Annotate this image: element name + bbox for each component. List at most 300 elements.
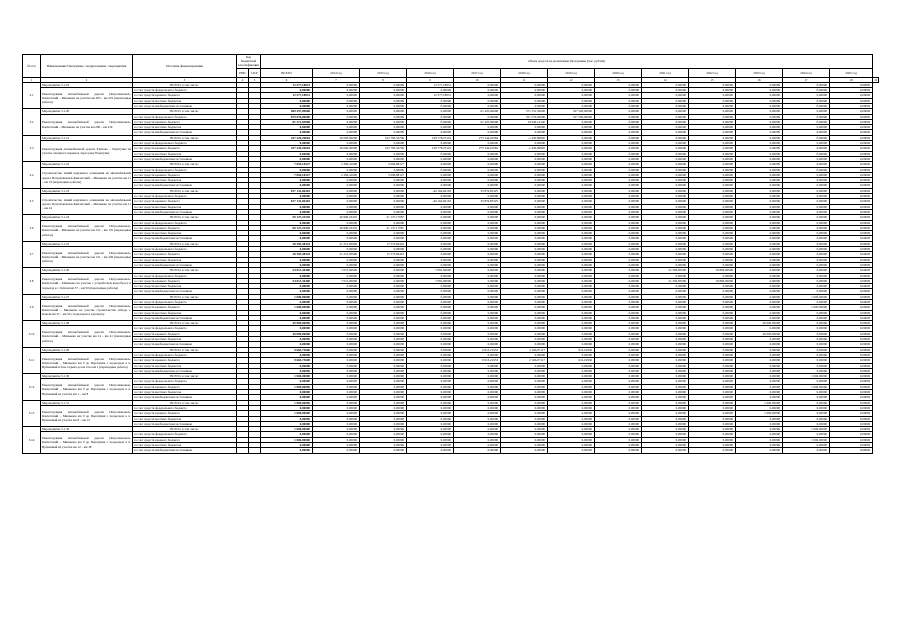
year-value-cell: 0,00000 bbox=[689, 421, 736, 426]
year-value-cell: 0,00000 bbox=[642, 146, 689, 151]
year-value-cell: 0,00000 bbox=[642, 363, 689, 368]
year-value-cell: 0,00000 bbox=[313, 315, 360, 320]
year-value-cell: 0,00000 bbox=[830, 368, 873, 373]
funding-source: ВСЕГО, в том числе: bbox=[133, 109, 237, 114]
year-value-cell: 0,00000 bbox=[360, 268, 407, 273]
year-value-cell: 21 596,85000 bbox=[642, 268, 689, 273]
header-num: № п/п bbox=[23, 55, 41, 78]
year-value-cell: 102 783,34700 bbox=[360, 135, 407, 140]
year-value-cell: 0,00000 bbox=[830, 194, 873, 199]
year-value-cell: 0,00000 bbox=[595, 93, 642, 98]
year-value-cell: 0,00000 bbox=[595, 273, 642, 278]
year-value-cell: 0,00000 bbox=[642, 241, 689, 246]
year-value-cell: 35 876,85325 bbox=[454, 188, 501, 193]
year-value-cell: 102 783,34700 bbox=[360, 146, 407, 151]
year-value-cell: 0,00000 bbox=[736, 172, 783, 177]
year-value-cell: 527 500,00000 bbox=[548, 109, 595, 114]
year-value-cell: 0,00000 bbox=[360, 427, 407, 432]
year-value-cell: 0,00000 bbox=[313, 363, 360, 368]
funding-source: за счет средств внебюджетных источников bbox=[133, 262, 237, 267]
year-value-cell: 0,00000 bbox=[595, 88, 642, 93]
year-value-cell: 0,00000 bbox=[783, 130, 830, 135]
year-value-cell: 0,00000 bbox=[501, 125, 548, 130]
year-value-cell: 0,00000 bbox=[642, 252, 689, 257]
funding-source: за счет средств местных бюджетов bbox=[133, 443, 237, 448]
year-value-cell: 0,00000 bbox=[830, 299, 873, 304]
funding-source: за счет средств краевого бюджета bbox=[133, 172, 237, 177]
year-value-cell: 0,00000 bbox=[595, 437, 642, 442]
year-value-cell: 0,00000 bbox=[548, 437, 595, 442]
year-value-cell: 0,00000 bbox=[830, 236, 873, 241]
year-value-cell: 0,00000 bbox=[830, 209, 873, 214]
year-value-cell: 0,00000 bbox=[313, 188, 360, 193]
total-cell: 0,00000 bbox=[261, 342, 313, 347]
header-year: 2024 год bbox=[783, 68, 830, 77]
year-value-cell: 0,00000 bbox=[501, 379, 548, 384]
year-value-cell: 0,00000 bbox=[313, 299, 360, 304]
funding-source: за счет средств федерального бюджета bbox=[133, 326, 237, 331]
year-value-cell: 0,00000 bbox=[548, 204, 595, 209]
year-value-cell: 0,00000 bbox=[360, 82, 407, 87]
year-value-cell: 0,00000 bbox=[689, 342, 736, 347]
year-value-cell: 0,00000 bbox=[689, 405, 736, 410]
year-value-cell: 0,00000 bbox=[736, 315, 783, 320]
year-value-cell: 0,00000 bbox=[407, 384, 454, 389]
funding-source: за счет средств краевого бюджета bbox=[133, 437, 237, 442]
year-value-cell: 0,00000 bbox=[783, 141, 830, 146]
year-value-cell: 7 015,00000 bbox=[313, 268, 360, 273]
year-value-cell: 0,00000 bbox=[501, 310, 548, 315]
year-value-cell: 0,00000 bbox=[313, 379, 360, 384]
year-value-cell: 0,00000 bbox=[783, 156, 830, 161]
year-value-cell: 0,00000 bbox=[783, 421, 830, 426]
year-value-cell: 0,00000 bbox=[689, 374, 736, 379]
year-value-cell: 0,00000 bbox=[407, 331, 454, 336]
year-value-cell: 0,00000 bbox=[689, 411, 736, 416]
year-value-cell: 0,00000 bbox=[642, 273, 689, 278]
year-value-cell: 0,00000 bbox=[454, 289, 501, 294]
year-value-cell: 2 396,41600 bbox=[313, 162, 360, 167]
year-value-cell: 0,00000 bbox=[313, 427, 360, 432]
year-value-cell: 371 531,50000 bbox=[501, 109, 548, 114]
year-value-cell: 0,00000 bbox=[548, 247, 595, 252]
year-value-cell: 0,00000 bbox=[548, 241, 595, 246]
row-number: 3.13 bbox=[23, 400, 41, 426]
year-value-cell: 0,00000 bbox=[642, 368, 689, 373]
year-value-cell: 0,00000 bbox=[360, 109, 407, 114]
year-value-cell: 0,00000 bbox=[830, 119, 873, 124]
row-number: 3.12 bbox=[23, 374, 41, 400]
year-value-cell: 0,00000 bbox=[313, 178, 360, 183]
year-value-cell: 0,00000 bbox=[360, 98, 407, 103]
year-value-cell: 0,00000 bbox=[407, 395, 454, 400]
budget-table bbox=[22, 54, 879, 454]
total-cell: 0,00000 bbox=[261, 273, 313, 278]
year-value-cell: 0,00000 bbox=[548, 252, 595, 257]
year-value-cell: 0,00000 bbox=[360, 395, 407, 400]
year-value-cell: 0,00000 bbox=[689, 284, 736, 289]
year-value-cell: 0,00000 bbox=[454, 368, 501, 373]
year-value-cell: 0,00000 bbox=[736, 299, 783, 304]
year-value-cell: 0,00000 bbox=[548, 427, 595, 432]
year-value-cell: 2 166,07117 bbox=[501, 347, 548, 352]
year-value-cell: 0,00000 bbox=[548, 384, 595, 389]
funding-source: за счет средств федерального бюджета bbox=[133, 141, 237, 146]
year-value-cell: 0,00000 bbox=[501, 93, 548, 98]
total-cell: 0,00000 bbox=[261, 262, 313, 267]
funding-source: за счет средств федерального бюджета bbox=[133, 220, 237, 225]
year-value-cell: 0,00000 bbox=[407, 411, 454, 416]
year-value-cell: 0,00000 bbox=[501, 257, 548, 262]
year-value-cell: 0,00000 bbox=[595, 156, 642, 161]
year-value-cell: 0,00000 bbox=[736, 405, 783, 410]
year-value-cell: 0,00000 bbox=[548, 284, 595, 289]
year-value-cell: 0,00000 bbox=[313, 448, 360, 453]
year-value-cell: 0,00000 bbox=[736, 379, 783, 384]
year-value-cell: 0,00000 bbox=[736, 421, 783, 426]
year-value-cell: 0,00000 bbox=[642, 130, 689, 135]
total-cell: 0,00000 bbox=[261, 156, 313, 161]
measure-title: Мероприятие 3.1.29 bbox=[41, 347, 133, 352]
total-cell: 879 076,00000 bbox=[261, 114, 313, 119]
year-value-cell: 0,00000 bbox=[830, 294, 873, 299]
year-value-cell: 0,00000 bbox=[407, 310, 454, 315]
year-value-cell: 0,00000 bbox=[313, 93, 360, 98]
year-value-cell: 0,00000 bbox=[501, 299, 548, 304]
year-value-cell: 0,00000 bbox=[548, 199, 595, 204]
year-value-cell: 0,00000 bbox=[783, 125, 830, 130]
total-cell: 0,00000 bbox=[261, 390, 313, 395]
year-value-cell: 0,00000 bbox=[407, 109, 454, 114]
year-value-cell: 0,00000 bbox=[501, 443, 548, 448]
year-value-cell: 0,00000 bbox=[501, 204, 548, 209]
year-value-cell: 0,00000 bbox=[501, 315, 548, 320]
year-value-cell: 0,00000 bbox=[642, 390, 689, 395]
year-value-cell: 0,00000 bbox=[830, 342, 873, 347]
year-value-cell: 0,00000 bbox=[736, 390, 783, 395]
year-value-cell: 0,00000 bbox=[454, 241, 501, 246]
year-value-cell: 0,00000 bbox=[642, 225, 689, 230]
year-value-cell: 0,00000 bbox=[548, 379, 595, 384]
year-value-cell: 35 876,85325 bbox=[454, 199, 501, 204]
year-value-cell: 0,00000 bbox=[689, 305, 736, 310]
year-value-cell: 0,00000 bbox=[595, 146, 642, 151]
year-value-cell: 0,00000 bbox=[407, 104, 454, 109]
year-value-cell: 0,00000 bbox=[830, 421, 873, 426]
year-value-cell: 0,00000 bbox=[454, 400, 501, 405]
year-value-cell: 0,00000 bbox=[548, 257, 595, 262]
row-number: 3.1 bbox=[23, 82, 41, 108]
year-value-cell: 0,00000 bbox=[360, 151, 407, 156]
year-value-cell: 0,00000 bbox=[642, 209, 689, 214]
year-value-cell: 0,00000 bbox=[501, 209, 548, 214]
year-value-cell: 0,00000 bbox=[595, 199, 642, 204]
year-value-cell: 0,00000 bbox=[736, 352, 783, 357]
total-cell: 0,00000 bbox=[261, 284, 313, 289]
total-cell: 81 371,83808 bbox=[261, 119, 313, 124]
year-value-cell: 0,00000 bbox=[360, 289, 407, 294]
year-value-cell: 0,00000 bbox=[783, 119, 830, 124]
year-value-cell: 0,00000 bbox=[783, 109, 830, 114]
year-value-cell: 0,00000 bbox=[548, 326, 595, 331]
year-value-cell: 0,00000 bbox=[407, 284, 454, 289]
year-value-cell: 0,00000 bbox=[642, 321, 689, 326]
year-value-cell: 0,00000 bbox=[783, 268, 830, 273]
header-total: ВСЕГО bbox=[261, 68, 313, 77]
year-value-cell: 0,00000 bbox=[736, 363, 783, 368]
year-value-cell: 0,00000 bbox=[548, 236, 595, 241]
year-value-cell: 0,00000 bbox=[736, 231, 783, 236]
year-value-cell: 0,00000 bbox=[548, 416, 595, 421]
column-number: 7 bbox=[313, 77, 360, 82]
year-value-cell: 0,00000 bbox=[736, 368, 783, 373]
year-value-cell: 0,00000 bbox=[501, 331, 548, 336]
total-cell: 69 127,41535 bbox=[261, 225, 313, 230]
row-number: 3.6 bbox=[23, 215, 41, 241]
year-value-cell: 0,00000 bbox=[830, 125, 873, 130]
year-value-cell: 0,00000 bbox=[407, 379, 454, 384]
funding-source: ВСЕГО, в том числе: bbox=[133, 241, 237, 246]
year-value-cell: 0,00000 bbox=[830, 326, 873, 331]
year-value-cell: 0,00000 bbox=[642, 141, 689, 146]
year-value-cell: 0,00000 bbox=[830, 241, 873, 246]
year-value-cell: 0,00000 bbox=[642, 98, 689, 103]
year-value-cell: 0,00000 bbox=[313, 421, 360, 426]
year-value-cell: 0,00000 bbox=[548, 363, 595, 368]
funding-source: за счет средств местных бюджетов bbox=[133, 204, 237, 209]
year-value-cell: 7 015,00000 bbox=[313, 278, 360, 283]
total-cell: 0,00000 bbox=[261, 289, 313, 294]
measure-title: Мероприятие 3.1.28 bbox=[41, 321, 133, 326]
total-cell: 0,00000 bbox=[261, 315, 313, 320]
funding-source: за счет средств краевого бюджета bbox=[133, 119, 237, 124]
measure-description: Реконструкция автомобильной дороги Петропавловск-Камчатский – Мильково км 0 до Паратунки с подъездом к п. Вулканный на участке км 12 – км 18 bbox=[41, 432, 133, 453]
year-value-cell: 0,00000 bbox=[783, 162, 830, 167]
year-value-cell: 0,00000 bbox=[595, 82, 642, 87]
year-value-cell: 0,00000 bbox=[407, 347, 454, 352]
year-value-cell: 0,00000 bbox=[454, 231, 501, 236]
year-value-cell: 0,00000 bbox=[501, 411, 548, 416]
year-value-cell: 0,00000 bbox=[548, 146, 595, 151]
year-value-cell: 0,00000 bbox=[595, 310, 642, 315]
year-value-cell: 0,00000 bbox=[407, 400, 454, 405]
year-value-cell: 0,00000 bbox=[830, 225, 873, 230]
year-value-cell: 0,00000 bbox=[689, 146, 736, 151]
year-value-cell: 0,00000 bbox=[454, 331, 501, 336]
year-value-cell: 0,00000 bbox=[689, 156, 736, 161]
year-value-cell: 0,00000 bbox=[642, 135, 689, 140]
year-value-cell: 0,00000 bbox=[313, 437, 360, 442]
funding-source: за счет средств краевого бюджета bbox=[133, 305, 237, 310]
year-value-cell: 0,00000 bbox=[548, 125, 595, 130]
year-value-cell: 0,00000 bbox=[783, 247, 830, 252]
year-value-cell: 0,00000 bbox=[736, 289, 783, 294]
measure-description: Реконструкция автомобильной дороги Елизово – Паратунка на участке лагерного перевала через реку Паратунку bbox=[41, 141, 133, 162]
year-value-cell: 0,00000 bbox=[548, 374, 595, 379]
year-value-cell: 0,00000 bbox=[454, 384, 501, 389]
year-value-cell: 0,00000 bbox=[454, 209, 501, 214]
total-cell: 0,00000 bbox=[261, 352, 313, 357]
year-value-cell: 0,00000 bbox=[454, 204, 501, 209]
year-value-cell: 0,00000 bbox=[313, 109, 360, 114]
year-value-cell: 0,00000 bbox=[736, 109, 783, 114]
year-value-cell: 0,00000 bbox=[689, 395, 736, 400]
year-value-cell: 0,00000 bbox=[783, 231, 830, 236]
year-value-cell: 0,00000 bbox=[595, 289, 642, 294]
year-value-cell: -40 164,69163 bbox=[407, 199, 454, 204]
column-number: 14 bbox=[642, 77, 689, 82]
year-value-cell: 46 990,23435 bbox=[313, 225, 360, 230]
year-value-cell: 0,00000 bbox=[689, 82, 736, 87]
year-value-cell: 0,00000 bbox=[830, 178, 873, 183]
year-value-cell: 0,00000 bbox=[454, 443, 501, 448]
year-value-cell: 0,00000 bbox=[595, 421, 642, 426]
year-value-cell: 0,00000 bbox=[783, 241, 830, 246]
year-value-cell: 0,00000 bbox=[407, 416, 454, 421]
year-value-cell: 0,00000 bbox=[313, 432, 360, 437]
year-value-cell: 0,00000 bbox=[313, 209, 360, 214]
year-value-cell: 0,00000 bbox=[595, 384, 642, 389]
year-value-cell: 0,00000 bbox=[595, 220, 642, 225]
row-number: 3.3 bbox=[23, 135, 41, 161]
year-value-cell: 0,00000 bbox=[313, 443, 360, 448]
year-value-cell: 0,00000 bbox=[501, 167, 548, 172]
funding-source: за счет средств краевого бюджета bbox=[133, 93, 237, 98]
funding-source: ВСЕГО, в том числе: bbox=[133, 162, 237, 167]
year-value-cell: 0,00000 bbox=[501, 268, 548, 273]
year-value-cell: 0,00000 bbox=[313, 347, 360, 352]
total-cell: 0,00000 bbox=[261, 231, 313, 236]
year-value-cell: 0,00000 bbox=[783, 278, 830, 283]
year-value-cell: 0,00000 bbox=[642, 331, 689, 336]
year-value-cell: 0,00000 bbox=[454, 326, 501, 331]
year-value-cell: 46 990,23435 bbox=[313, 215, 360, 220]
year-value-cell: 0,00000 bbox=[736, 278, 783, 283]
year-value-cell: 0,00000 bbox=[830, 374, 873, 379]
year-value-cell: 0,00000 bbox=[736, 437, 783, 442]
year-value-cell: 0,00000 bbox=[783, 220, 830, 225]
year-value-cell: 0,00000 bbox=[736, 199, 783, 204]
year-value-cell: 0,00000 bbox=[642, 114, 689, 119]
year-value-cell: 0,00000 bbox=[736, 188, 783, 193]
year-value-cell: 0,00000 bbox=[548, 162, 595, 167]
column-number: 17 bbox=[783, 77, 830, 82]
year-value-cell: 0,00000 bbox=[454, 432, 501, 437]
funding-source: ВСЕГО, в том числе: bbox=[133, 427, 237, 432]
year-value-cell: 0,00000 bbox=[689, 416, 736, 421]
year-value-cell: 0,00000 bbox=[548, 411, 595, 416]
year-value-cell: 0,00000 bbox=[783, 178, 830, 183]
year-value-cell: 0,00000 bbox=[313, 82, 360, 87]
year-value-cell: 0,00000 bbox=[360, 178, 407, 183]
year-value-cell: 0,00000 bbox=[783, 411, 830, 416]
funding-source: за счет средств федерального бюджета bbox=[133, 114, 237, 119]
total-cell: 0,00000 bbox=[261, 443, 313, 448]
year-value-cell: 7 081,00000 bbox=[407, 268, 454, 273]
total-cell: 0,00000 bbox=[261, 432, 313, 437]
year-value-cell: 0,00000 bbox=[689, 199, 736, 204]
row-number: 3.9 bbox=[23, 294, 41, 320]
year-value-cell: 0,00000 bbox=[736, 135, 783, 140]
year-value-cell: 0,00000 bbox=[642, 199, 689, 204]
year-value-cell: 0,00000 bbox=[595, 374, 642, 379]
year-value-cell: 0,00000 bbox=[548, 395, 595, 400]
total-cell: 0,00000 bbox=[261, 236, 313, 241]
year-value-cell: 0,00000 bbox=[454, 273, 501, 278]
year-value-cell: 0,00000 bbox=[407, 299, 454, 304]
year-value-cell: 0,00000 bbox=[501, 252, 548, 257]
year-value-cell: 0,00000 bbox=[501, 337, 548, 342]
year-value-cell: 0,00000 bbox=[407, 405, 454, 410]
year-value-cell: 0,00000 bbox=[595, 432, 642, 437]
year-value-cell: 0,00000 bbox=[595, 278, 642, 283]
measure-description: Реконструкция автомобильной дороги Петропавловск-Камчатский – Мильково км 0 до Паратунки с подъездом к п. Вулканный на участке км 1 – км 8 bbox=[41, 379, 133, 400]
year-value-cell: 0,00000 bbox=[830, 273, 873, 278]
year-value-cell: 0,00000 bbox=[454, 379, 501, 384]
year-value-cell: 0,00000 bbox=[360, 209, 407, 214]
funding-source: ВСЕГО, в том числе: bbox=[133, 321, 237, 326]
year-value-cell: 0,00000 bbox=[548, 305, 595, 310]
year-value-cell: 0,00000 bbox=[689, 331, 736, 336]
year-value-cell: 0,00000 bbox=[595, 151, 642, 156]
year-value-cell: 0,00000 bbox=[501, 400, 548, 405]
year-value-cell: 0,00000 bbox=[736, 209, 783, 214]
year-value-cell: 275 344,91084 bbox=[454, 146, 501, 151]
year-value-cell: 1 000,00000 bbox=[736, 411, 783, 416]
year-value-cell: 0,00000 bbox=[313, 400, 360, 405]
year-value-cell: 0,00000 bbox=[689, 289, 736, 294]
year-value-cell: 0,00000 bbox=[595, 130, 642, 135]
year-value-cell: 0,00000 bbox=[830, 443, 873, 448]
year-value-cell: 21 251,83900 bbox=[313, 252, 360, 257]
year-value-cell: 0,00000 bbox=[454, 315, 501, 320]
column-number: 11 bbox=[501, 77, 548, 82]
year-value-cell: 0,00000 bbox=[360, 93, 407, 98]
year-value-cell: 0,00000 bbox=[548, 390, 595, 395]
year-value-cell: 0,00000 bbox=[501, 241, 548, 246]
column-number: 10 bbox=[454, 77, 501, 82]
year-value-cell: 0,00000 bbox=[783, 289, 830, 294]
measure-title: Мероприятие 3.1.30 bbox=[41, 374, 133, 379]
column-number: 8 bbox=[360, 77, 407, 82]
year-value-cell: 0,00000 bbox=[454, 98, 501, 103]
year-value-cell: 0,00000 bbox=[501, 151, 548, 156]
total-cell: 0,00000 bbox=[261, 141, 313, 146]
kbk-cell bbox=[237, 448, 249, 453]
year-value-cell: 0,00000 bbox=[830, 151, 873, 156]
year-value-cell: 0,00000 bbox=[736, 141, 783, 146]
year-value-cell: 0,00000 bbox=[783, 315, 830, 320]
funding-source: за счет средств федерального бюджета bbox=[133, 194, 237, 199]
total-cell: 0,00000 bbox=[261, 416, 313, 421]
year-value-cell: 0,00000 bbox=[313, 411, 360, 416]
total-cell: 1 000,00000 bbox=[261, 384, 313, 389]
year-value-cell: 0,00000 bbox=[360, 204, 407, 209]
year-value-cell: 0,00000 bbox=[407, 178, 454, 183]
year-value-cell: 0,00000 bbox=[501, 289, 548, 294]
year-value-cell: 0,00000 bbox=[830, 114, 873, 119]
year-value-cell: 0,00000 bbox=[642, 167, 689, 172]
funding-source: за счет средств местных бюджетов bbox=[133, 390, 237, 395]
year-value-cell: 0,00000 bbox=[360, 220, 407, 225]
year-value-cell: 0,00000 bbox=[736, 416, 783, 421]
year-value-cell: 0,00000 bbox=[501, 342, 548, 347]
year-value-cell: 0,00000 bbox=[689, 390, 736, 395]
year-value-cell: 0,00000 bbox=[548, 188, 595, 193]
year-value-cell: 0,00000 bbox=[313, 374, 360, 379]
year-value-cell: 1 000,00000 bbox=[783, 384, 830, 389]
year-value-cell: 0,00000 bbox=[501, 130, 548, 135]
